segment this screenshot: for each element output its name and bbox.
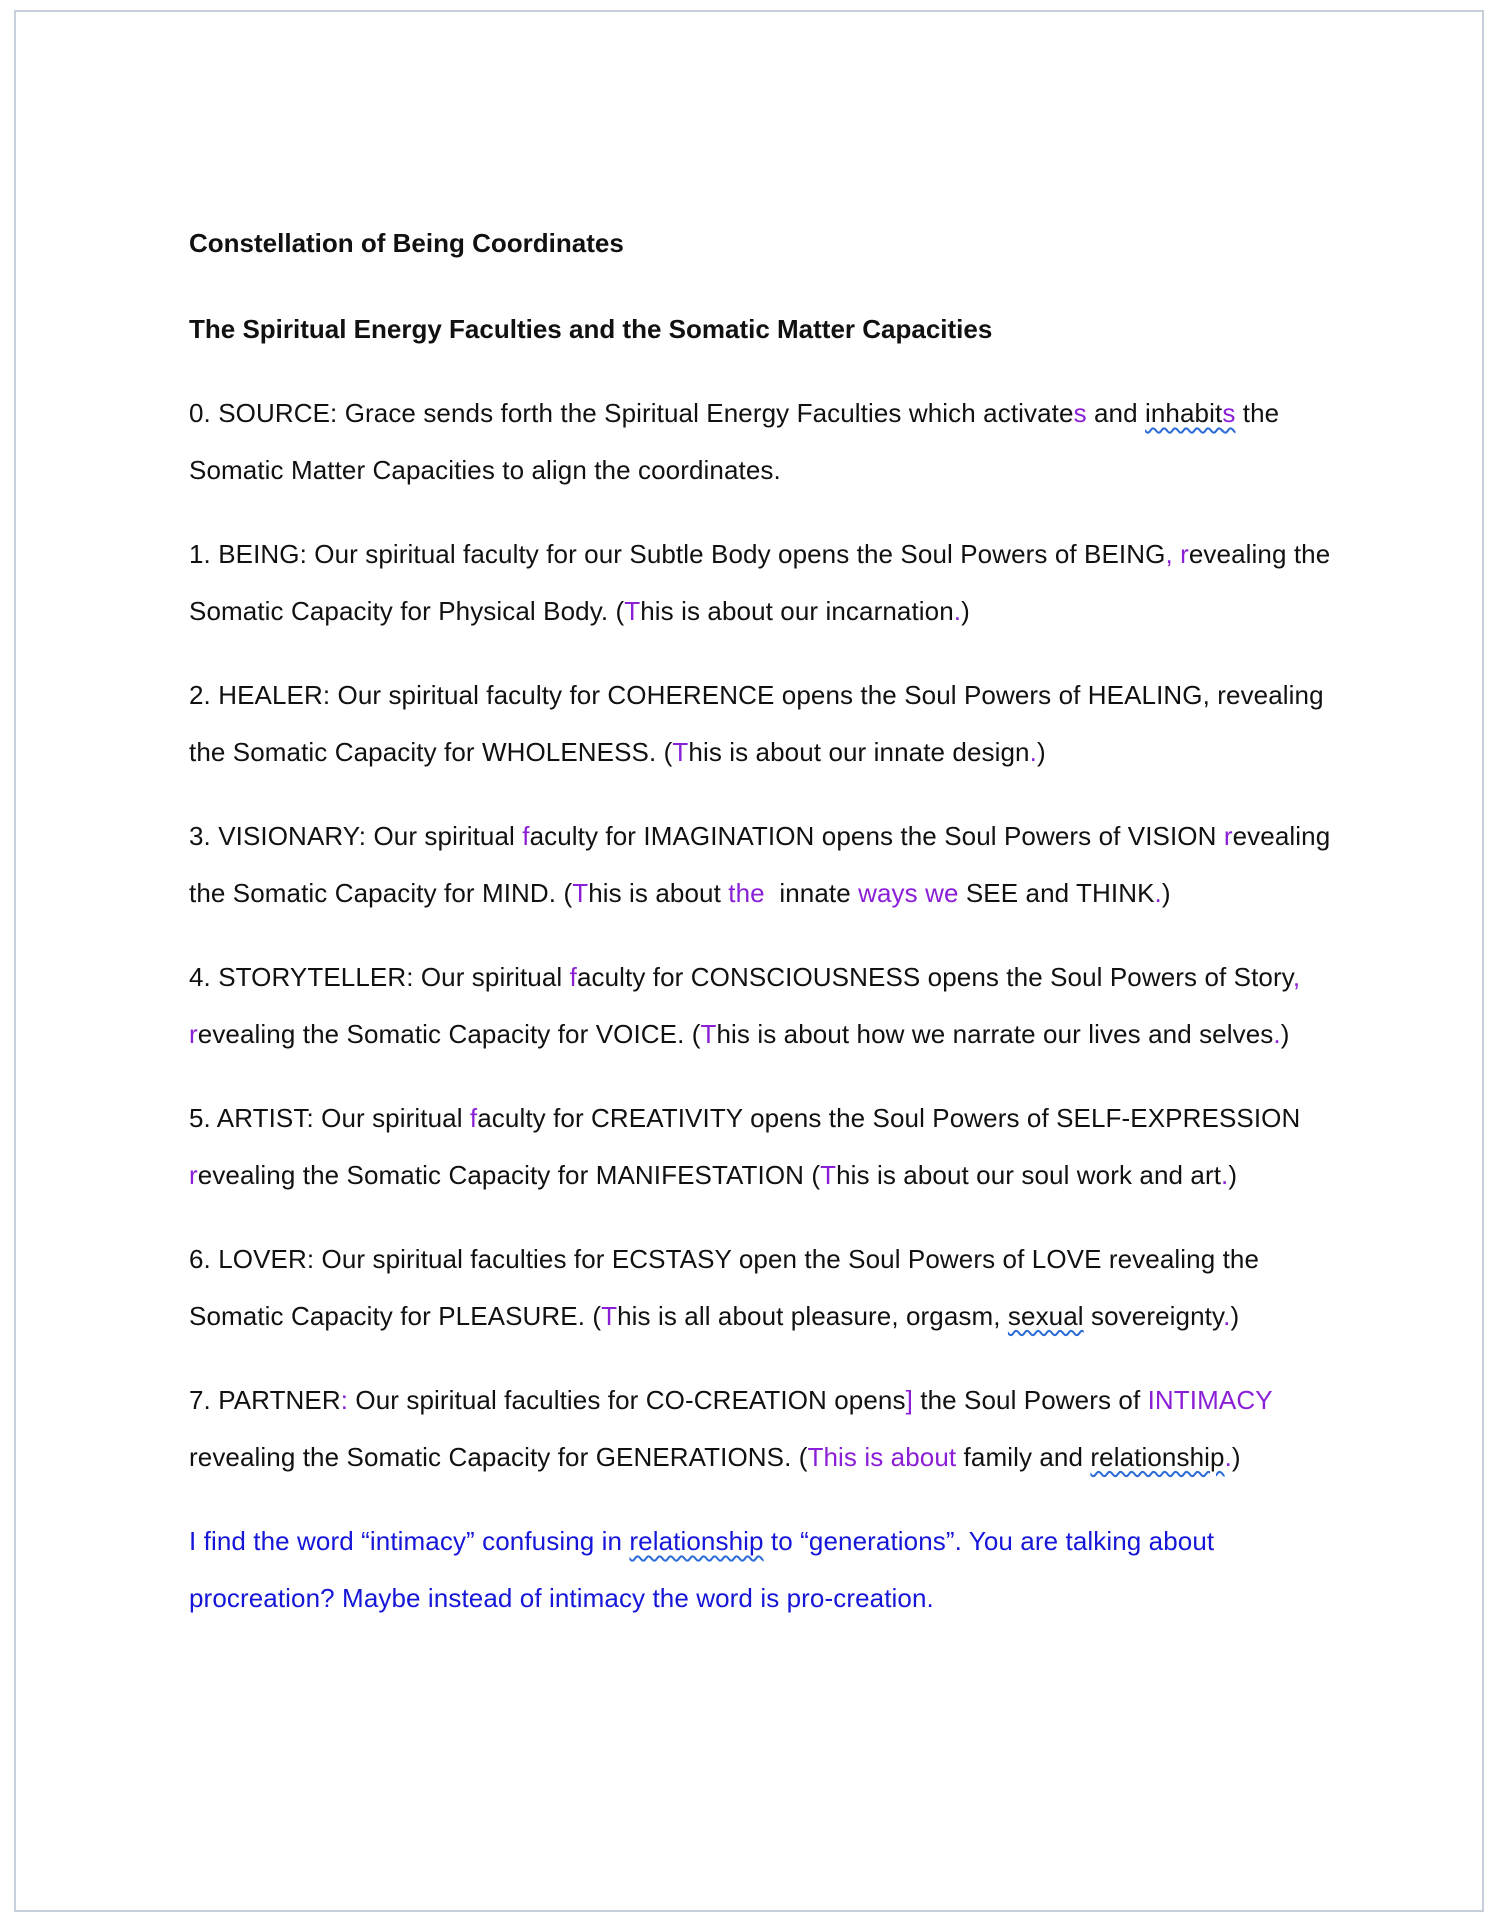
- tracked-insertion: T: [672, 736, 689, 767]
- tracked-insertion: INTIMACY: [1147, 1385, 1273, 1415]
- tracked-insertion: r: [1223, 821, 1233, 851]
- text-run: SEE and THINK: [958, 877, 1155, 908]
- text-run: I find the word “intimacy” confusing in: [189, 1526, 630, 1556]
- text-run: 7. PARTNER: [189, 1385, 341, 1415]
- text-run: aculty for CREATIVITY opens the Soul Powers of SELF-EXPRESSION: [477, 1103, 1301, 1133]
- tracked-insertion: .: [1221, 1159, 1229, 1190]
- text-run: ): [1228, 1159, 1238, 1190]
- text-run: [1173, 539, 1180, 569]
- text-run: sovereignty: [1083, 1300, 1224, 1331]
- text-run: innate: [764, 877, 859, 908]
- text-run: ): [1230, 1300, 1240, 1331]
- tracked-insertion: T: [572, 877, 589, 908]
- text-run: ): [961, 595, 970, 626]
- text-run: to “generations”. You are talking about procreation? Maybe instead of intimacy the word is pro-creation.: [189, 1526, 1215, 1613]
- tracked-insertion: This is about: [807, 1441, 957, 1472]
- text-run: his is about: [588, 877, 729, 908]
- text-run: his is about our soul work and art: [836, 1159, 1222, 1190]
- tracked-insertion: r: [189, 1159, 198, 1190]
- tracked-insertion: T: [820, 1159, 837, 1190]
- paragraph-lover[interactable]: [189, 1231, 1339, 1344]
- tracked-insertion: r: [1180, 539, 1189, 569]
- tracked-insertion: .: [1223, 1300, 1231, 1331]
- text-run: the Soul Powers of: [912, 1385, 1148, 1415]
- text-run: 0. SOURCE: Grace sends forth the Spiritual Energy Faculties which activate: [189, 398, 1074, 428]
- tracked-insertion: .: [1273, 1018, 1281, 1049]
- tracked-insertion: f: [469, 1103, 478, 1133]
- document-title: Constellation of Being Coordinates: [189, 228, 624, 258]
- text-run: evealing the Somatic Capacity for VOICE. (: [197, 1018, 701, 1049]
- tracked-insertion: the: [728, 877, 765, 908]
- text-run: 5. ARTIST: Our spiritual: [189, 1103, 470, 1133]
- text-run: 4. STORYTELLER: Our spiritual: [189, 962, 570, 992]
- tracked-insertion: r: [189, 1018, 198, 1049]
- paragraph-healer[interactable]: [189, 667, 1339, 780]
- tracked-insertion: T: [700, 1018, 717, 1049]
- paragraph-partner[interactable]: [189, 1372, 1339, 1485]
- text-run: 3. VISIONARY: Our spiritual: [189, 821, 523, 851]
- tracked-insertion: f: [569, 962, 577, 992]
- document-body[interactable]: [189, 215, 1339, 1626]
- text-run: aculty for IMAGINATION opens the Soul Powers of VISION: [529, 821, 1224, 851]
- text-run: 2. HEALER: Our spiritual faculty for COHERENCE opens the Soul Powers of HEALING, revealing the Somatic Capacity for WHOLENESS. (: [189, 680, 1324, 767]
- paragraph-being[interactable]: [189, 526, 1339, 639]
- tracked-insertion: .: [1029, 736, 1037, 767]
- tracked-insertion: ,: [1292, 962, 1301, 992]
- tracked-insertion: f: [522, 821, 530, 851]
- tracked-insertion: .: [953, 595, 962, 626]
- paragraph-visionary[interactable]: [189, 808, 1339, 921]
- tracked-insertion: .: [1224, 1441, 1232, 1472]
- tracked-insertion[interactable]: s: [1222, 398, 1236, 428]
- spelling-flag[interactable]: inhabit: [1145, 398, 1223, 428]
- spelling-flag[interactable]: sexual: [1007, 1300, 1084, 1331]
- text-run: Our spiritual faculties for CO-CREATION opens: [348, 1385, 906, 1415]
- tracked-insertion: ,: [1165, 539, 1173, 569]
- text-run: aculty for CONSCIOUSNESS opens the Soul Powers of Story: [576, 962, 1293, 992]
- tracked-insertion: T: [601, 1300, 618, 1331]
- tracked-insertion: :: [340, 1385, 349, 1415]
- text-run: 6. LOVER: Our spiritual faculties for ECSTASY open the Soul Powers of LOVE revealing the Somatic Capacity for PLEASURE. (: [189, 1244, 1260, 1331]
- paragraph-storyteller[interactable]: [189, 949, 1339, 1062]
- document-subtitle: The Spiritual Energy Faculties and the Somatic Matter Capacities: [189, 314, 993, 344]
- paragraph-artist[interactable]: [189, 1090, 1339, 1203]
- text-run: 1. BEING: Our spiritual faculty for our Subtle Body opens the Soul Powers of BEING: [189, 539, 1166, 569]
- tracked-insertion: s: [1073, 398, 1087, 428]
- tracked-insertion: T: [624, 595, 641, 626]
- spelling-flag[interactable]: relationship: [629, 1526, 764, 1556]
- text-run: ): [1231, 1441, 1241, 1472]
- text-run: ): [1280, 1018, 1290, 1049]
- paragraph-source[interactable]: [189, 385, 1339, 498]
- text-run: ): [1161, 877, 1171, 908]
- text-run: ): [1036, 736, 1046, 767]
- document-page: [14, 10, 1484, 1912]
- text-run: and: [1086, 398, 1145, 428]
- tracked-insertion: ]: [905, 1385, 913, 1415]
- text-run: his is about our incarnation: [640, 595, 954, 626]
- text-run: evealing the Somatic Capacity for MANIFESTATION (: [197, 1159, 821, 1190]
- tracked-insertion: .: [1154, 877, 1162, 908]
- reviewer-comment-paragraph[interactable]: [189, 1513, 1339, 1626]
- text-run: family and: [956, 1441, 1091, 1472]
- text-run: his is all about pleasure, orgasm,: [617, 1300, 1008, 1331]
- tracked-insertion: ways we: [858, 877, 959, 908]
- text-run: the Somatic Matter Capacities to align the coordinates.: [189, 398, 1280, 485]
- spelling-flag[interactable]: relationship: [1090, 1441, 1225, 1472]
- text-run: revealing the Somatic Capacity for GENERATIONS. (: [189, 1441, 808, 1472]
- text-run: his is about how we narrate our lives and selves: [716, 1018, 1274, 1049]
- text-run: evealing the Somatic Capacity for MIND. (: [189, 821, 1331, 908]
- text-run: evealing the Somatic Capacity for Physical Body. (: [189, 539, 1331, 626]
- text-run: his is about our innate design: [688, 736, 1030, 767]
